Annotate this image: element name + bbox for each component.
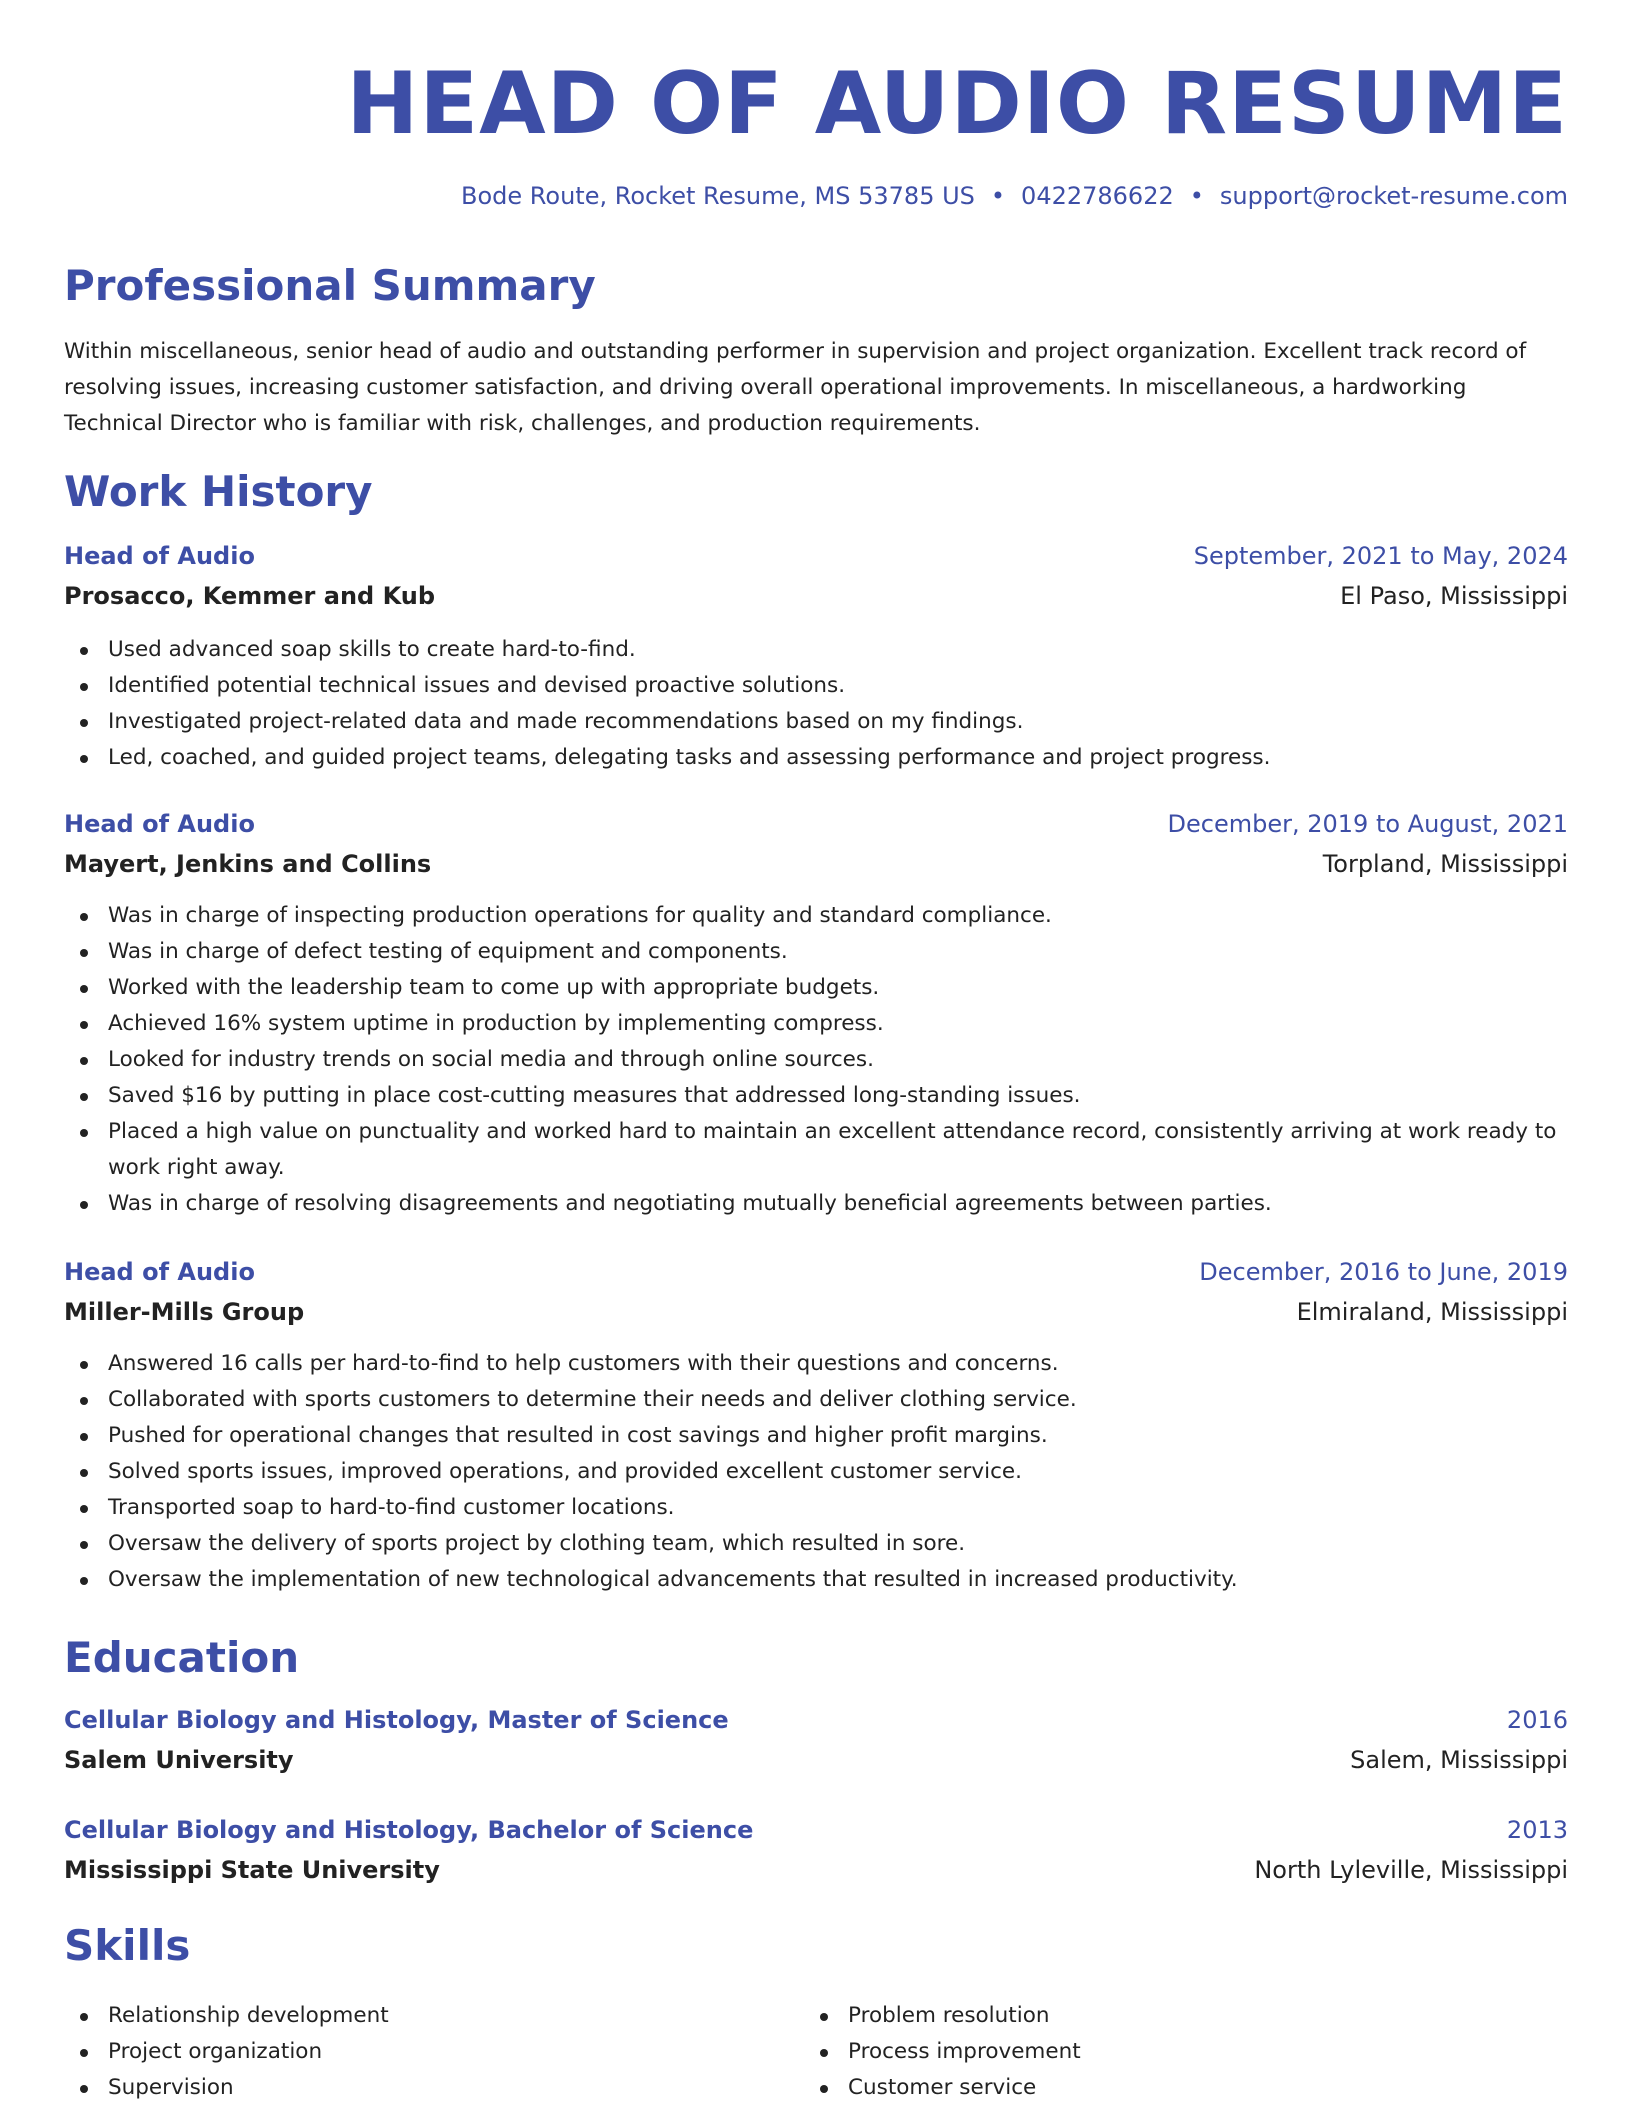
list-item: Led, coached, and guided project teams, delegating tasks and assessing performance and project progress. <box>64 740 1568 776</box>
list-item: Placed a high value on punctuality and worked hard to maintain an excellent attendance record, consistently arriving at work ready to work right away. <box>64 1114 1568 1186</box>
job-bullets <box>64 632 1568 776</box>
education-year: 2013 <box>1506 1816 1568 1844</box>
education-year: 2016 <box>1506 1706 1568 1734</box>
list-item: Used advanced soap skills to create hard-to-find. <box>64 632 1568 668</box>
list-item: Was in charge of inspecting production operations for quality and standard compliance. <box>64 898 1568 934</box>
skills-list-left <box>64 1998 389 2106</box>
list-item: Identified potential technical issues and devised proactive solutions. <box>64 668 1568 704</box>
list-item: Solved sports issues, improved operations, and provided excellent customer service. <box>64 1454 1568 1490</box>
job-header <box>64 538 1568 574</box>
contact-address: Bode Route, Rocket Resume, MS 53785 US <box>461 182 975 210</box>
education-subheader <box>64 1742 1568 1778</box>
section-heading-education: Education <box>64 1633 300 1682</box>
education-school: Mississippi State University <box>64 1856 440 1884</box>
list-item: Answered 16 calls per hard-to-find to help customers with their questions and concerns. <box>64 1346 1568 1382</box>
job-location: Torpland, Mississippi <box>1322 850 1568 878</box>
list-item: Achieved 16% system uptime in production by implementing compress. <box>64 1006 1568 1042</box>
education-location: North Lyleville, Mississippi <box>1254 1856 1568 1884</box>
skills-list-right <box>804 1998 1081 2106</box>
section-heading-work-history: Work History <box>64 467 373 516</box>
list-item: Was in charge of defect testing of equipment and components. <box>64 934 1568 970</box>
job-location: Elmiraland, Mississippi <box>1296 1298 1568 1326</box>
section-heading-skills: Skills <box>64 1921 191 1970</box>
skill-item: Relationship development <box>64 1998 389 2034</box>
list-item: Saved $16 by putting in place cost-cutting measures that addressed long-standing issues. <box>64 1078 1568 1114</box>
job-title: Head of Audio <box>64 1258 255 1286</box>
job-header <box>64 1254 1568 1290</box>
list-item: Worked with the leadership team to come up with appropriate budgets. <box>64 970 1568 1006</box>
education-school: Salem University <box>64 1746 294 1774</box>
list-item: Investigated project-related data and made recommendations based on my findings. <box>64 704 1568 740</box>
list-item: Oversaw the implementation of new technological advancements that resulted in increased productivity. <box>64 1562 1568 1598</box>
job-bullets <box>64 898 1568 1222</box>
section-heading-summary: Professional Summary <box>64 261 596 310</box>
job-subheader <box>64 578 1568 614</box>
job-subheader <box>64 846 1568 882</box>
education-header <box>64 1812 1568 1848</box>
job-location: El Paso, Mississippi <box>1340 582 1568 610</box>
list-item: Was in charge of resolving disagreements and negotiating mutually beneficial agreements between parties. <box>64 1186 1568 1222</box>
skill-item: Project organization <box>64 2034 389 2070</box>
skill-item: Problem resolution <box>804 1998 1081 2034</box>
contact-separator: • <box>990 182 1006 210</box>
job-header <box>64 806 1568 842</box>
job-title: Head of Audio <box>64 542 255 570</box>
list-item: Pushed for operational changes that resulted in cost savings and higher profit margins. <box>64 1418 1568 1454</box>
job-company: Miller-Mills Group <box>64 1298 305 1326</box>
job-dates: December, 2016 to June, 2019 <box>1199 1258 1568 1286</box>
job-company: Mayert, Jenkins and Collins <box>64 850 432 878</box>
job-dates: December, 2019 to August, 2021 <box>1167 810 1568 838</box>
education-subheader <box>64 1852 1568 1888</box>
education-degree: Cellular Biology and Histology, Bachelor of Science <box>64 1816 754 1844</box>
education-degree: Cellular Biology and Histology, Master of Science <box>64 1706 729 1734</box>
contact-email: support@rocket-resume.com <box>1219 182 1568 210</box>
education-location: Salem, Mississippi <box>1350 1746 1568 1774</box>
skill-item: Process improvement <box>804 2034 1081 2070</box>
skill-item: Customer service <box>804 2070 1081 2106</box>
summary-text: Within miscellaneous, senior head of audio and outstanding performer in supervision and project organization. Excellent track record of resolving issues, increasing customer satisfaction, and driving overall operational improvements. In miscellaneous, a hardworking Technical Director who is familiar with risk, challenges, and production requirements. <box>64 339 1527 436</box>
education-header <box>64 1702 1568 1738</box>
list-item: Collaborated with sports customers to determine their needs and deliver clothing service. <box>64 1382 1568 1418</box>
list-item: Looked for industry trends on social media and through online sources. <box>64 1042 1568 1078</box>
job-company: Prosacco, Kemmer and Kub <box>64 582 436 610</box>
contact-phone: 0422786622 <box>1021 182 1174 210</box>
job-title: Head of Audio <box>64 810 255 838</box>
skill-item: Supervision <box>64 2070 389 2106</box>
job-bullets <box>64 1346 1568 1598</box>
contact-separator: • <box>1189 182 1204 210</box>
list-item: Transported soap to hard-to-find customer locations. <box>64 1490 1568 1526</box>
resume-title: HEAD OF AUDIO RESUME <box>346 54 1568 154</box>
job-dates: September, 2021 to May, 2024 <box>1193 542 1568 570</box>
job-subheader <box>64 1294 1568 1330</box>
list-item: Oversaw the delivery of sports project by clothing team, which resulted in sore. <box>64 1526 1568 1562</box>
contact-line <box>461 180 1568 212</box>
